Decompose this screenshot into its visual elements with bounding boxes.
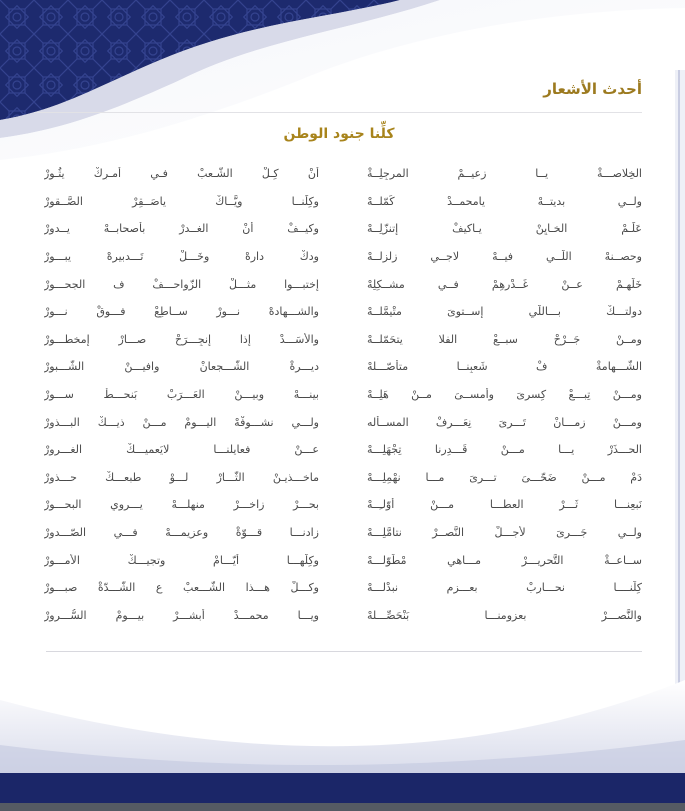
second-hemistich: ماخـــذيـنْ الثّـــارْ لـــوْ طبعـــكْ حـــذورْ <box>44 470 319 484</box>
heading-divider <box>34 112 642 113</box>
first-hemistich: دولتـــكْ بـــاللّي إســتوىَ متْيمَّلــهْ <box>367 305 642 319</box>
first-hemistich: ومـــنْ تِبـــعْ كِسرىَ وأمســىَ مــنْ هَلِــهْ <box>367 388 642 402</box>
first-hemistich: الخِلاصـــةْ يــا زعيــمْ المرجِلِــةْ <box>367 167 642 181</box>
verse-row <box>44 602 642 630</box>
poem-panel <box>14 62 664 742</box>
first-hemistich: نَبعِنـــا ثَـــرْ العطـــا مـــنْ أوّلـِــهْ <box>367 498 642 512</box>
verse-row <box>44 574 642 602</box>
second-hemistich: ودكْ دارهْ وخَـــلْ تَـــدبيرهْ يبـــورْ <box>44 250 319 264</box>
first-hemistich: الحـــذَرْ يـــا مـــنْ قَـــدِرنا تِجْهَلِـــهْ <box>367 443 642 457</box>
second-hemistich: وكيــفْ أنْ الغــدرْ بأصحابــهْ يــدورْ <box>44 222 319 236</box>
first-hemistich: ولــي بديتــهْ يامحمــدْ كَمّلــهْ <box>367 194 642 208</box>
verse-row <box>44 215 642 243</box>
first-hemistich: ســاعــةْ التَّحريـــرْ مـــاهي مْطَوّلـــهْ <box>367 553 642 567</box>
first-hemistich: والنَّصـــرْ بعزومنـــا بَنْحَصِّـــلهْ <box>367 608 642 622</box>
verse-row <box>44 381 642 409</box>
first-hemistich: خَلّهِـمْ عــنْ غَــدْرهِمْ فــي مشــكِلِهْ <box>367 277 642 291</box>
second-hemistich: والأسَـــدْ إذا إنجِـــرَحْ صـــارْ إمخطـــورْ <box>44 332 319 346</box>
poem-verses <box>44 160 642 629</box>
poem-end-divider <box>46 651 642 652</box>
first-hemistich: ومــنْ جَــرْحْ سبــعْ الفلا يتحَمّلــهْ <box>367 332 642 346</box>
second-hemistich: ولـــي نشـــوفْهْ اليـــومْ مـــنْ ذيـــكْ البـــذورْ <box>44 415 319 429</box>
first-hemistich: وحصــنهْ اللّــي فيــهْ لاجــي زلزلــهْ <box>367 250 642 264</box>
poem-title: كلِّنا جنود الوطن <box>283 126 395 142</box>
first-hemistich: ولــي جَـــرىَ لأجـــلْ النَّصــرْ نتامَّلِـــهْ <box>367 526 642 540</box>
verse-row <box>44 270 642 298</box>
verse-row <box>44 546 642 574</box>
verse-row <box>44 160 642 188</box>
verse-row <box>44 298 642 326</box>
first-hemistich: عَلِّـمْ الخـايِنْ يـاكيفْ إتنزّلِــهْ <box>367 222 642 236</box>
verse-row <box>44 464 642 492</box>
first-hemistich: كِلّنــــا نحـــارِبْ بعـــزمِ نبدْلـــهْ <box>367 581 642 595</box>
verse-row <box>44 408 642 436</box>
second-hemistich: وكـــلْ هـــذا الشَّـــعبْ ع الشَّـــدّةْ صبـــورْ <box>44 581 319 595</box>
verse-row <box>44 436 642 464</box>
second-hemistich: بحـــرْ زاخـــرْ منهلـــهْ يـــروي البحـــورْ <box>44 498 319 512</box>
second-hemistich: وكِلّهـــا أيّـــامْ وتجيـــكْ الأمـــورْ <box>44 553 319 567</box>
first-hemistich: دَمْ مـــنْ ضَحّـــىَ تـــرىَ مـــا نهْمِلِـــهْ <box>367 470 642 484</box>
second-hemistich: ديـــرةْ الشَّـــجعانْ وافيـــنْ الشَّـــبورْ <box>44 360 319 374</box>
second-hemistich: بينـــهْ وبيـــنْ العَـــرَبْ بَنحـــطْ ســـورْ <box>44 388 319 402</box>
second-hemistich: ويـــا محمـــدْ أبشـــرْ بيـــومْ السُّـــرورْ <box>44 608 319 622</box>
section-heading: أحدث الأشعار <box>543 80 642 98</box>
second-hemistich: زادنـــا قـــوّةْ وعزيمـــهْ فـــي الصّـــدورْ <box>44 526 319 540</box>
second-hemistich: والشـــهادهْ نـــورْ ســاطِعْ فـــوقْ نـــورْ <box>44 305 319 319</box>
verse-row <box>44 243 642 271</box>
verse-row <box>44 519 642 547</box>
verse-row <box>44 188 642 216</box>
second-hemistich: عـــنْ فعايلنـــا لايَعميـــكْ الغـــرورْ <box>44 443 319 457</box>
verse-row <box>44 353 642 381</box>
verse-row <box>44 491 642 519</box>
first-hemistich: الشَّـــهامةْ فْ شَعبِنــا متأصّـــلهْ <box>367 360 642 374</box>
first-hemistich: ومـــنْ زمـــانْ تَـــرىَ نِعَـــرفْ المســأله <box>367 415 642 429</box>
second-hemistich: إختبـــوا مثـــلْ الزّواحـــفْ ف الجحـــورْ <box>44 277 319 291</box>
second-hemistich: وكِلِّنــا ويَّــاكْ ياصَــقِرْ الصَّــقورْ <box>44 194 319 208</box>
verse-row <box>44 326 642 354</box>
second-hemistich: أنْ كِـلْ الشَّـعبْ فـي أمـرِكْ يثُـورْ <box>44 167 319 181</box>
